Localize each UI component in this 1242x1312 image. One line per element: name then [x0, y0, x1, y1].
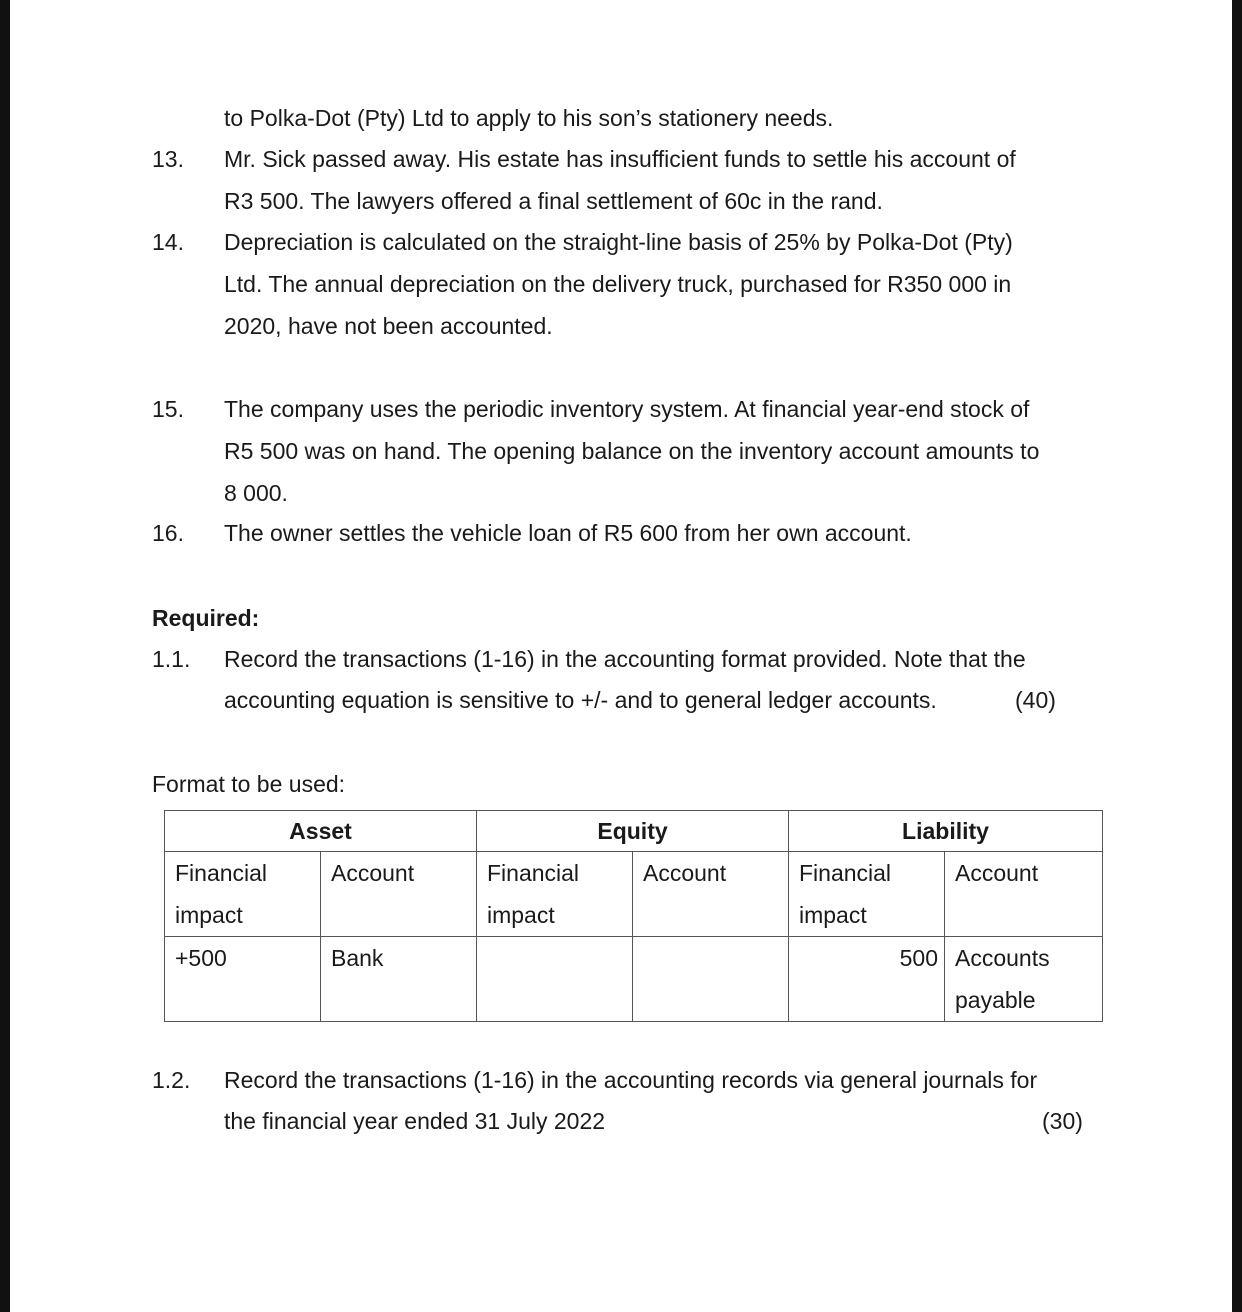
table-group-header-row: [165, 811, 1103, 852]
asset-account-header: Account: [321, 852, 477, 937]
q1-line-1: Record the transactions (1-16) in the accounting format provided. Note that the: [224, 646, 1026, 672]
asset-account-cell: Bank: [321, 937, 477, 1022]
item-15-line-1: The company uses the periodic inventory system. At financial year-end stock of: [224, 396, 1030, 422]
equity-impact-cell: [477, 937, 633, 1022]
equity-account-cell: [633, 937, 789, 1022]
liability-impact-header-line-1: Financial: [799, 860, 892, 886]
asset-impact-header: [165, 852, 321, 937]
item-14-line-2: Ltd. The annual depreciation on the delivery truck, purchased for R350 000 in: [224, 271, 1012, 297]
liability-account-line-2: payable: [955, 987, 1036, 1013]
item-16-number: 16.: [152, 520, 184, 546]
q2-line-1: Record the transactions (1-16) in the accounting records via general journals for: [224, 1067, 1038, 1093]
q1-number: 1.1.: [152, 646, 191, 672]
liability-impact-cell: 500: [789, 937, 945, 1022]
liability-account-line-1: Accounts: [955, 945, 1050, 971]
item-14-number: 14.: [152, 229, 184, 255]
q2-marks: (30): [1042, 1108, 1083, 1134]
equity-impact-header-line-2: impact: [487, 902, 555, 928]
item-13-line-2: R3 500. The lawyers offered a final settlement of 60c in the rand.: [224, 188, 883, 214]
equity-header: Equity: [477, 811, 789, 852]
asset-impact-header-line-1: Financial: [175, 860, 268, 886]
asset-impact-header-line-2: impact: [175, 902, 243, 928]
accounting-format-table: [164, 810, 1103, 1022]
liability-impact-header: [789, 852, 945, 937]
asset-header: Asset: [165, 811, 477, 852]
item-12-line-1: to Polka-Dot (Pty) Ltd to apply to his son’s stationery needs.: [224, 105, 834, 131]
asset-impact-cell: +500: [165, 937, 321, 1022]
liability-impact-header-line-2: impact: [799, 902, 867, 928]
item-14-line-1: Depreciation is calculated on the straight-line basis of 25% by Polka-Dot (Pty): [224, 229, 1013, 255]
liability-header: Liability: [789, 811, 1103, 852]
q2-line-2: the financial year ended 31 July 2022: [224, 1108, 606, 1134]
item-15-number: 15.: [152, 396, 184, 422]
item-15-line-2: R5 500 was on hand. The opening balance on the inventory account amounts to: [224, 438, 1040, 464]
liability-account-cell: [945, 937, 1103, 1022]
item-16-line-1: The owner settles the vehicle loan of R5 600 from her own account.: [224, 520, 912, 546]
liability-account-header: Account: [945, 852, 1103, 937]
table-sub-header-row: [165, 852, 1103, 937]
equity-impact-header: [477, 852, 633, 937]
equity-impact-header-line-1: Financial: [487, 860, 580, 886]
document-page: [10, 0, 1232, 1312]
format-label: Format to be used:: [152, 771, 346, 797]
q2-number: 1.2.: [152, 1067, 191, 1093]
item-15-line-3: 8 000.: [224, 480, 288, 506]
q1-marks: (40): [1015, 687, 1056, 713]
item-13-number: 13.: [152, 146, 184, 172]
item-14-line-3: 2020, have not been accounted.: [224, 313, 553, 339]
equity-account-header: Account: [633, 852, 789, 937]
q1-line-2: accounting equation is sensitive to +/- and to general ledger accounts.: [224, 687, 937, 713]
required-heading: Required:: [152, 605, 260, 631]
item-13-line-1: Mr. Sick passed away. His estate has insufficient funds to settle his account of: [224, 146, 1016, 172]
table-row: [165, 937, 1103, 1022]
